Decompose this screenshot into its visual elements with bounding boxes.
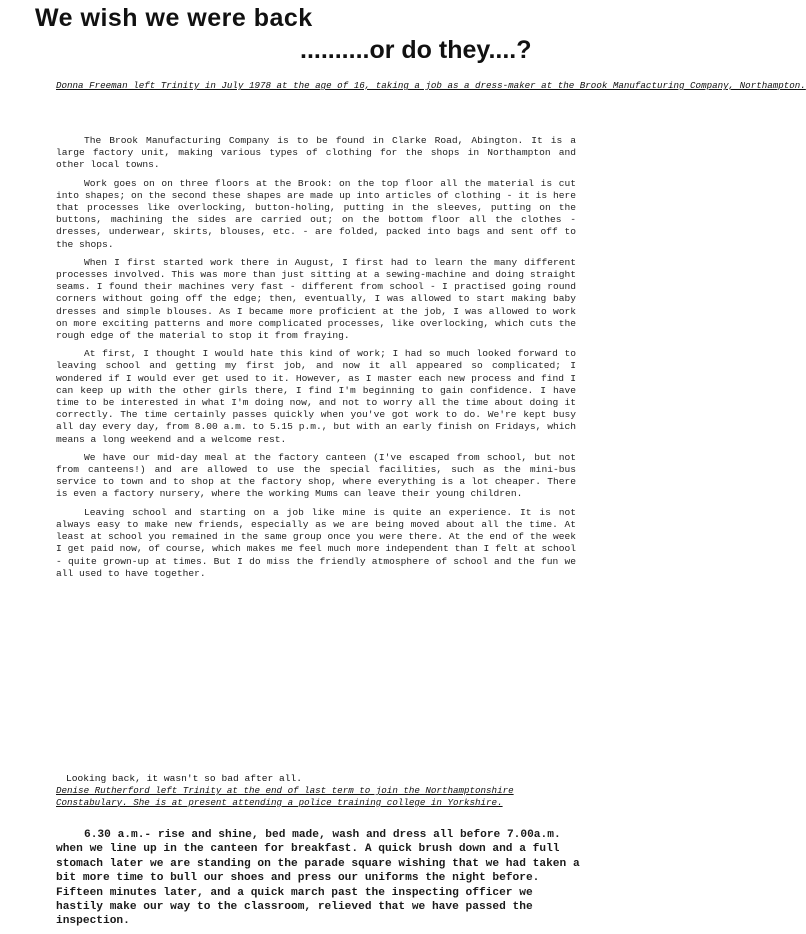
body-paragraph: We have our mid-day meal at the factory canteen (I've escaped from school, but not from canteens!) and are allowed to use the special facilities, such as the mini-bus service to town and to shop at the factory shop, where everything is a lot cheaper. There is even a factory nursery, where the working Mums can leave their young children.: [56, 451, 576, 500]
second-article-intro: Denise Rutherford left Trinity at the end of last term to join the Northamptonshire Constabulary. She is at present attending a police training college in Yorkshire.: [56, 785, 514, 808]
body-paragraph: The Brook Manufacturing Company is to be found in Clarke Road, Abington. It is a large factory unit, making various types of clothing for the shops in Northampton and other local towns.: [56, 135, 576, 171]
article-intro: Donna Freeman left Trinity in July 1978 at the age of 16, taking a job as a dress-maker at the Brook Manufacturing Company, Northampton.: [56, 80, 806, 91]
article-headline: We wish we were back: [35, 4, 313, 32]
article-body: [56, 135, 576, 586]
second-article-body: 6.30 a.m.- rise and shine, bed made, wash and dress all before 7.00a.m. when we line up in the canteen for breakfast. A quick brush down and a full stomach later we are standing on the parade square wishing that we had taken a bit more time to bull our shoes and press our uniforms the night before. Fifteen minutes later, and a quick march past the inspecting officer we hastily make our way to the classroom, relieved that we have passed the inspection.: [56, 829, 580, 928]
body-paragraph: Work goes on on three floors at the Brook: on the top floor all the material is cut into shapes; on the second these shapes are made up into articles of clothing - it is here that processes like overlocking, button-holing, putting in the sleeves, putting on the buttons, machining the sides are carried out; on the bottom floor all the clothes - dresses, underwear, skirts, blouses, etc. - are folded, packed into bags and sent off to the shops.: [56, 177, 576, 250]
article-subheadline: ..........or do they....?: [300, 36, 532, 64]
body-paragraph: At first, I thought I would hate this kind of work; I had so much looked forward to leaving school and getting my first job, and now it all appeared so complicated; I wondered if I would ever get used to it. However, as I master each new process and find I can keep up with the other girls there, I find I'm beginning to gain confidence. I have time to be interested in what I'm doing now, and not to worry all the time about doing it correctly. The time certainly passes quickly when you've got work to do. We're kept busy all day every day, from 8.00 a.m. to 5.15 p.m., but with an early finish on Fridays, which means a long weekend and a welcome rest.: [56, 348, 576, 445]
article-conclusion: Looking back, it wasn't so bad after all.: [66, 773, 303, 784]
body-paragraph: Leaving school and starting on a job like mine is quite an experience. It is not always easy to make new friends, especially as we are being moved about all the time. At least at school you remained in the same group once you were there. At the end of the week I get paid now, of course, which makes me feel much more independent than I felt at school - quite grown-up at times. But I do miss the friendly atmosphere of school and the fun we all used to have together.: [56, 506, 576, 579]
body-paragraph: When I first started work there in August, I first had to learn the many different processes involved. This was more than just sitting at a sewing-machine and doing straight seams. I found their machines very fast - different from school - I practised going round corners without going off the edge; then, eventually, I was allowed to start making baby dresses and simple blouses. As I became more proficient at the job, I was allowed to work on more exciting patterns and more complicated processes, like overlocking, which cuts the rough edge of the material to stop it from fraying.: [56, 256, 576, 342]
